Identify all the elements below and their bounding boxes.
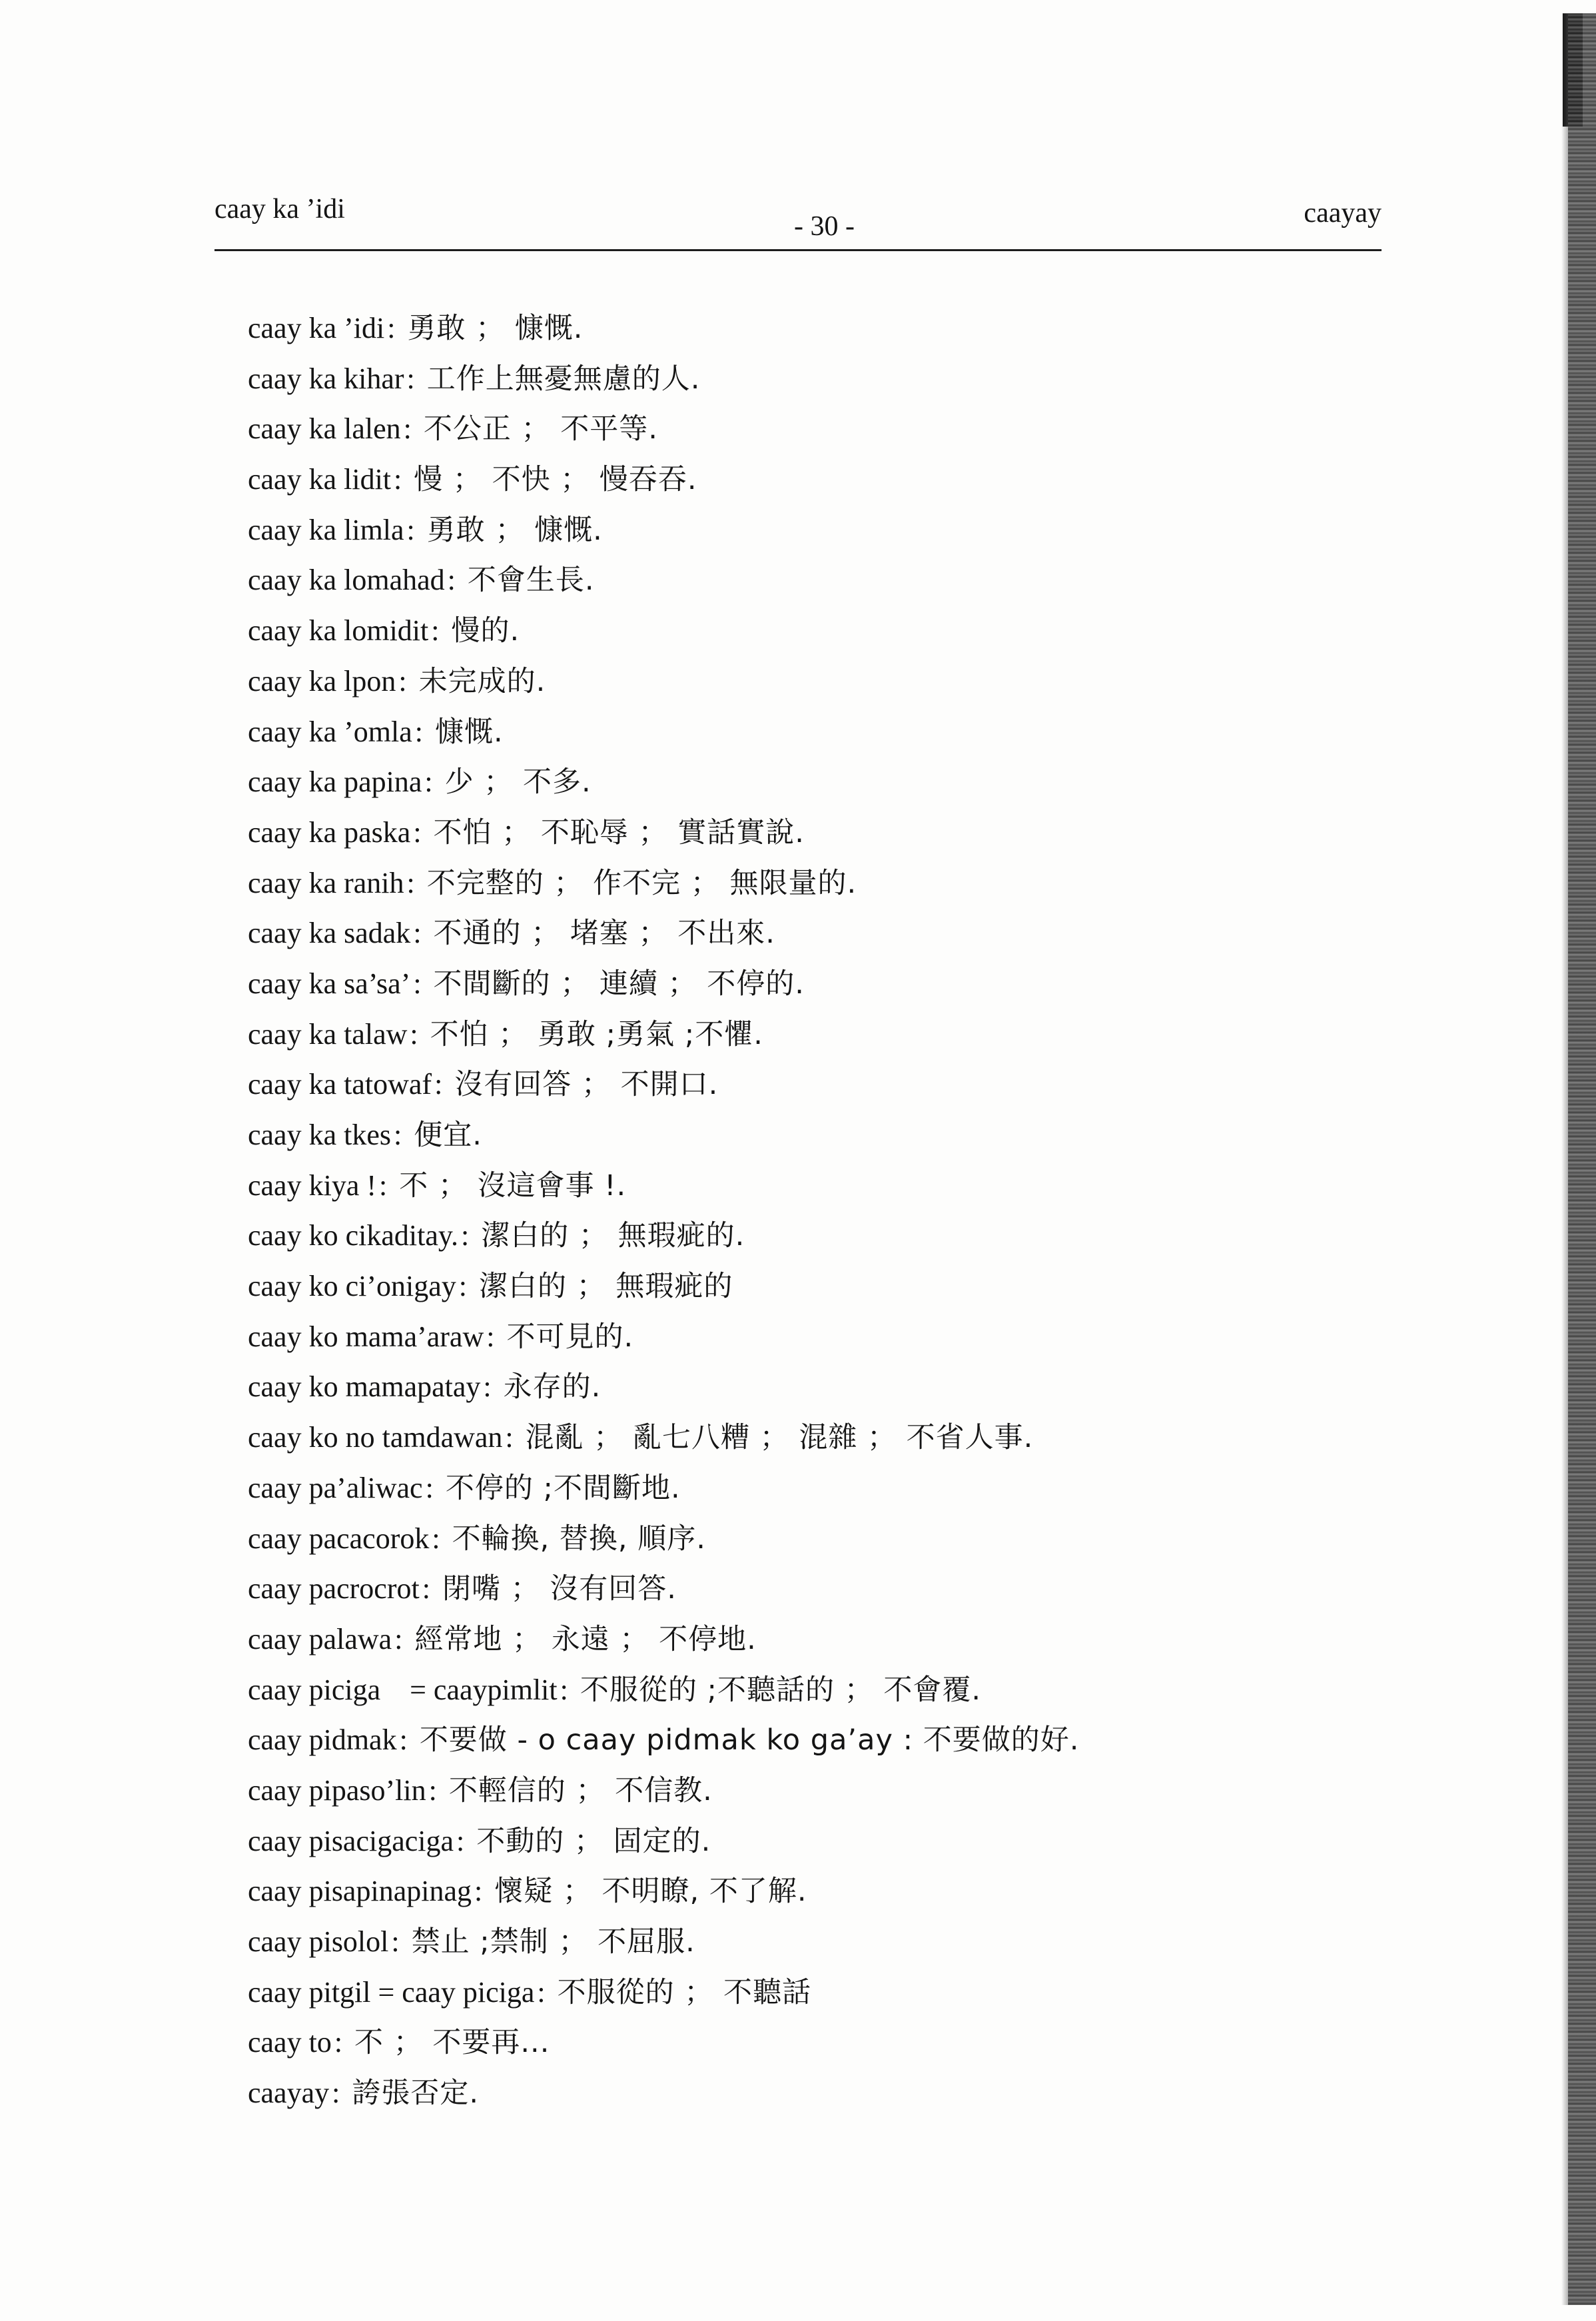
entry-gloss: 不間斷的 ； 連續 ； 不停的. (433, 967, 805, 1001)
dictionary-entry (248, 757, 1380, 807)
entry-separator: : (406, 866, 415, 899)
entry-gloss: 不怕 ； 不恥辱 ； 實話實說. (433, 815, 805, 849)
entry-separator: : (474, 1875, 483, 1908)
entry-term: caay pisacigaciga (248, 1824, 454, 1857)
entry-term: caay ka lpon (248, 664, 396, 697)
entry-gloss: 沒有回答 ； 不開口. (454, 1068, 719, 1102)
entry-gloss: 不 ； 不要再... (354, 2026, 550, 2060)
entry-separator: : (413, 917, 422, 950)
entry-separator: : (424, 765, 433, 799)
entry-term: caay ko ci’onigay (248, 1270, 456, 1303)
dictionary-entry (248, 1261, 1380, 1312)
entry-term: caay ka talaw (248, 1017, 408, 1051)
dictionary-entry (248, 1412, 1380, 1463)
dictionary-entry (248, 1059, 1380, 1110)
entry-separator: : (428, 1773, 437, 1807)
dictionary-entry (248, 1765, 1380, 1816)
header-divider (214, 249, 1382, 251)
header-first-entry: caay ka ’idi (214, 194, 345, 225)
entry-term: caay ka paska (248, 815, 411, 849)
dictionary-entry (248, 1110, 1380, 1160)
entry-term: caay pidmak (248, 1723, 397, 1757)
dictionary-entry (248, 1564, 1380, 1614)
entry-separator: : (398, 664, 407, 697)
entry-separator: : (406, 362, 415, 395)
entry-term: caay ka sadak (248, 917, 411, 950)
dictionary-entry (248, 1614, 1380, 1665)
dictionary-entry (248, 1816, 1380, 1867)
dictionary-entry (248, 354, 1380, 404)
entry-separator: : (414, 715, 423, 748)
entry-term: caay pa’aliwac (248, 1471, 423, 1504)
entry-gloss: 不通的 ； 堵塞 ； 不出來. (433, 917, 775, 951)
entry-gloss: 潔白的 ； 無瑕疵的. (481, 1219, 745, 1253)
entry-separator: : (537, 1975, 546, 2009)
binding-edge (1568, 13, 1596, 2305)
entry-separator: : (334, 2026, 343, 2059)
entry-term: caay pisapinapinag (248, 1875, 472, 1908)
entry-separator: : (379, 1168, 388, 1202)
entry-gloss: 不停的 ;不間斷地. (445, 1471, 681, 1505)
dictionary-entry (248, 1514, 1380, 1564)
entry-gloss: 便宜. (414, 1119, 482, 1152)
entry-gloss: 懷疑 ； 不明瞭, 不了解. (494, 1875, 807, 1909)
entry-separator: : (431, 614, 440, 648)
entry-gloss: 混亂 ； 亂七八糟 ； 混雜 ； 不省人事. (525, 1421, 1034, 1455)
entry-separator: : (432, 1522, 440, 1555)
dictionary-entry (248, 303, 1380, 354)
entry-term: caay ka lomahad (248, 564, 445, 597)
entry-term: caay kiya ! (248, 1168, 376, 1202)
dictionary-entry (248, 1463, 1380, 1514)
entry-term: caay pisolol (248, 1925, 389, 1958)
entry-separator: : (425, 1471, 434, 1504)
entry-term: caay ka tatowaf (248, 1068, 432, 1101)
dictionary-entry (248, 1866, 1380, 1917)
entry-term: caay piciga = caaypimlit (248, 1673, 558, 1706)
page-number: - 30 - (794, 211, 855, 242)
entry-term: caay ka ranih (248, 866, 404, 899)
dictionary-entry (248, 505, 1380, 556)
entry-gloss: 不會生長. (467, 564, 595, 598)
entry-separator: : (394, 1119, 402, 1151)
entry-term: caay ka sa’sa’ (248, 967, 411, 1000)
entry-separator: : (505, 1421, 514, 1454)
entry-gloss: 閉嘴 ； 沒有回答. (442, 1572, 677, 1606)
entry-gloss: 慢的. (451, 614, 520, 648)
entry-gloss: 不可見的. (506, 1320, 634, 1354)
entry-term: caay ka kihar (248, 362, 404, 395)
dictionary-entry (248, 1665, 1380, 1715)
entry-term: caay ko mamapatay (248, 1370, 481, 1404)
entry-term: caay ko cikaditay. (248, 1219, 458, 1252)
entry-term: caay pacrocrot (248, 1572, 420, 1606)
entry-separator: : (422, 1572, 430, 1606)
entry-gloss: 不要做 - o caay pidmak ko ga’ay : 不要做的好. (419, 1723, 1080, 1757)
binding-edge-shadow (1561, 13, 1568, 2305)
entry-separator: : (434, 1068, 443, 1101)
entry-term: caay ka ’omla (248, 715, 412, 748)
dictionary-entry (248, 908, 1380, 959)
dictionary-entry (248, 1210, 1380, 1261)
entry-separator: : (413, 815, 422, 849)
entry-separator: : (406, 513, 415, 546)
entry-term: caay ka limla (248, 513, 404, 546)
entry-gloss: 少 ； 不多. (444, 765, 592, 799)
entry-term: caay ka ’idi (248, 312, 385, 344)
entry-gloss: 不 ； 沒這會事 !. (399, 1168, 627, 1202)
dictionary-entry (248, 807, 1380, 858)
entry-gloss: 不服從的 ;不聽話的 ； 不會覆. (580, 1673, 982, 1707)
entry-term: caay ka lidit (248, 463, 392, 496)
entry-separator: : (403, 412, 412, 446)
entry-term: caay palawa (248, 1622, 392, 1655)
dictionary-entry (248, 707, 1380, 757)
entry-separator: : (413, 967, 422, 1000)
entry-gloss: 不輪換, 替換, 順序. (452, 1522, 706, 1556)
entry-separator: : (410, 1017, 418, 1051)
entry-term: caay ka tkes (248, 1119, 391, 1151)
entry-gloss: 未完成的. (418, 664, 546, 698)
dictionary-entry (248, 858, 1380, 909)
dictionary-entry (248, 1160, 1380, 1211)
entry-separator: : (332, 2077, 340, 2110)
entry-term: caay pacacorok (248, 1522, 430, 1555)
entry-gloss: 不輕信的 ； 不信教. (448, 1773, 713, 1807)
entry-separator: : (387, 312, 396, 344)
entry-term: caay pipaso’lin (248, 1773, 426, 1807)
entry-separator: : (560, 1673, 568, 1706)
entry-gloss: 誇張否定. (352, 2077, 480, 2110)
entry-gloss: 不怕 ； 勇敢 ;勇氣 ;不懼. (430, 1017, 763, 1051)
entry-list (248, 303, 1380, 2118)
entry-term: caay pitgil = caay piciga (248, 1975, 535, 2009)
entry-term: caay ko no tamdawan (248, 1421, 503, 1454)
entry-term: caay to (248, 2026, 332, 2059)
dictionary-entry (248, 1967, 1380, 2018)
entry-separator: : (394, 463, 402, 496)
entry-term: caayay (248, 2077, 330, 2110)
dictionary-entry (248, 1362, 1380, 1412)
entry-separator: : (486, 1320, 495, 1353)
dictionary-entry (248, 404, 1380, 454)
entry-separator: : (399, 1723, 408, 1757)
entry-gloss: 不完整的 ； 作不完 ； 無限量的. (426, 866, 857, 900)
entry-gloss: 勇敢 ； 慷慨. (426, 513, 603, 547)
entry-gloss: 工作上無憂無慮的人. (426, 362, 701, 396)
dictionary-entry (248, 1715, 1380, 1765)
dictionary-entry (248, 959, 1380, 1009)
entry-separator: : (447, 564, 456, 597)
dictionary-entry (248, 606, 1380, 656)
entry-gloss: 不公正 ； 不平等. (423, 412, 658, 446)
dictionary-entry (248, 2017, 1380, 2068)
dictionary-entry (248, 656, 1380, 707)
entry-gloss: 不服從的 ； 不聽話 (557, 1975, 811, 2009)
entry-gloss: 勇敢 ； 慷慨. (407, 312, 584, 345)
entry-gloss: 不動的 ； 固定的. (476, 1824, 711, 1858)
entry-separator: : (483, 1370, 492, 1404)
dictionary-entry (248, 454, 1380, 505)
entry-gloss: 慢 ； 不快 ； 慢吞吞. (414, 463, 697, 497)
header-last-entry: caayay (1304, 198, 1382, 229)
entry-gloss: 潔白的 ； 無瑕疵的 (478, 1270, 733, 1304)
entry-gloss: 經常地 ； 永遠 ； 不停地. (414, 1622, 757, 1656)
dictionary-entry (248, 1917, 1380, 1967)
dictionary-entry (248, 1312, 1380, 1362)
entry-term: caay ko mama’araw (248, 1320, 484, 1353)
entry-separator: : (458, 1270, 467, 1303)
entry-gloss: 永存的. (503, 1370, 601, 1404)
entry-separator: : (456, 1824, 465, 1857)
entry-separator: : (391, 1925, 400, 1958)
entry-gloss: 慷慨. (434, 715, 504, 749)
entry-gloss: 禁止 ;禁制 ； 不屈服. (411, 1925, 695, 1959)
dictionary-entry (248, 2068, 1380, 2118)
entry-term: caay ka papina (248, 765, 422, 799)
entry-separator: : (461, 1219, 470, 1252)
dictionary-entry (248, 1009, 1380, 1060)
entry-term: caay ka lomidit (248, 614, 429, 648)
entry-separator: : (394, 1622, 403, 1655)
entry-term: caay ka lalen (248, 412, 401, 446)
running-header (214, 187, 1382, 253)
dictionary-entry (248, 555, 1380, 606)
